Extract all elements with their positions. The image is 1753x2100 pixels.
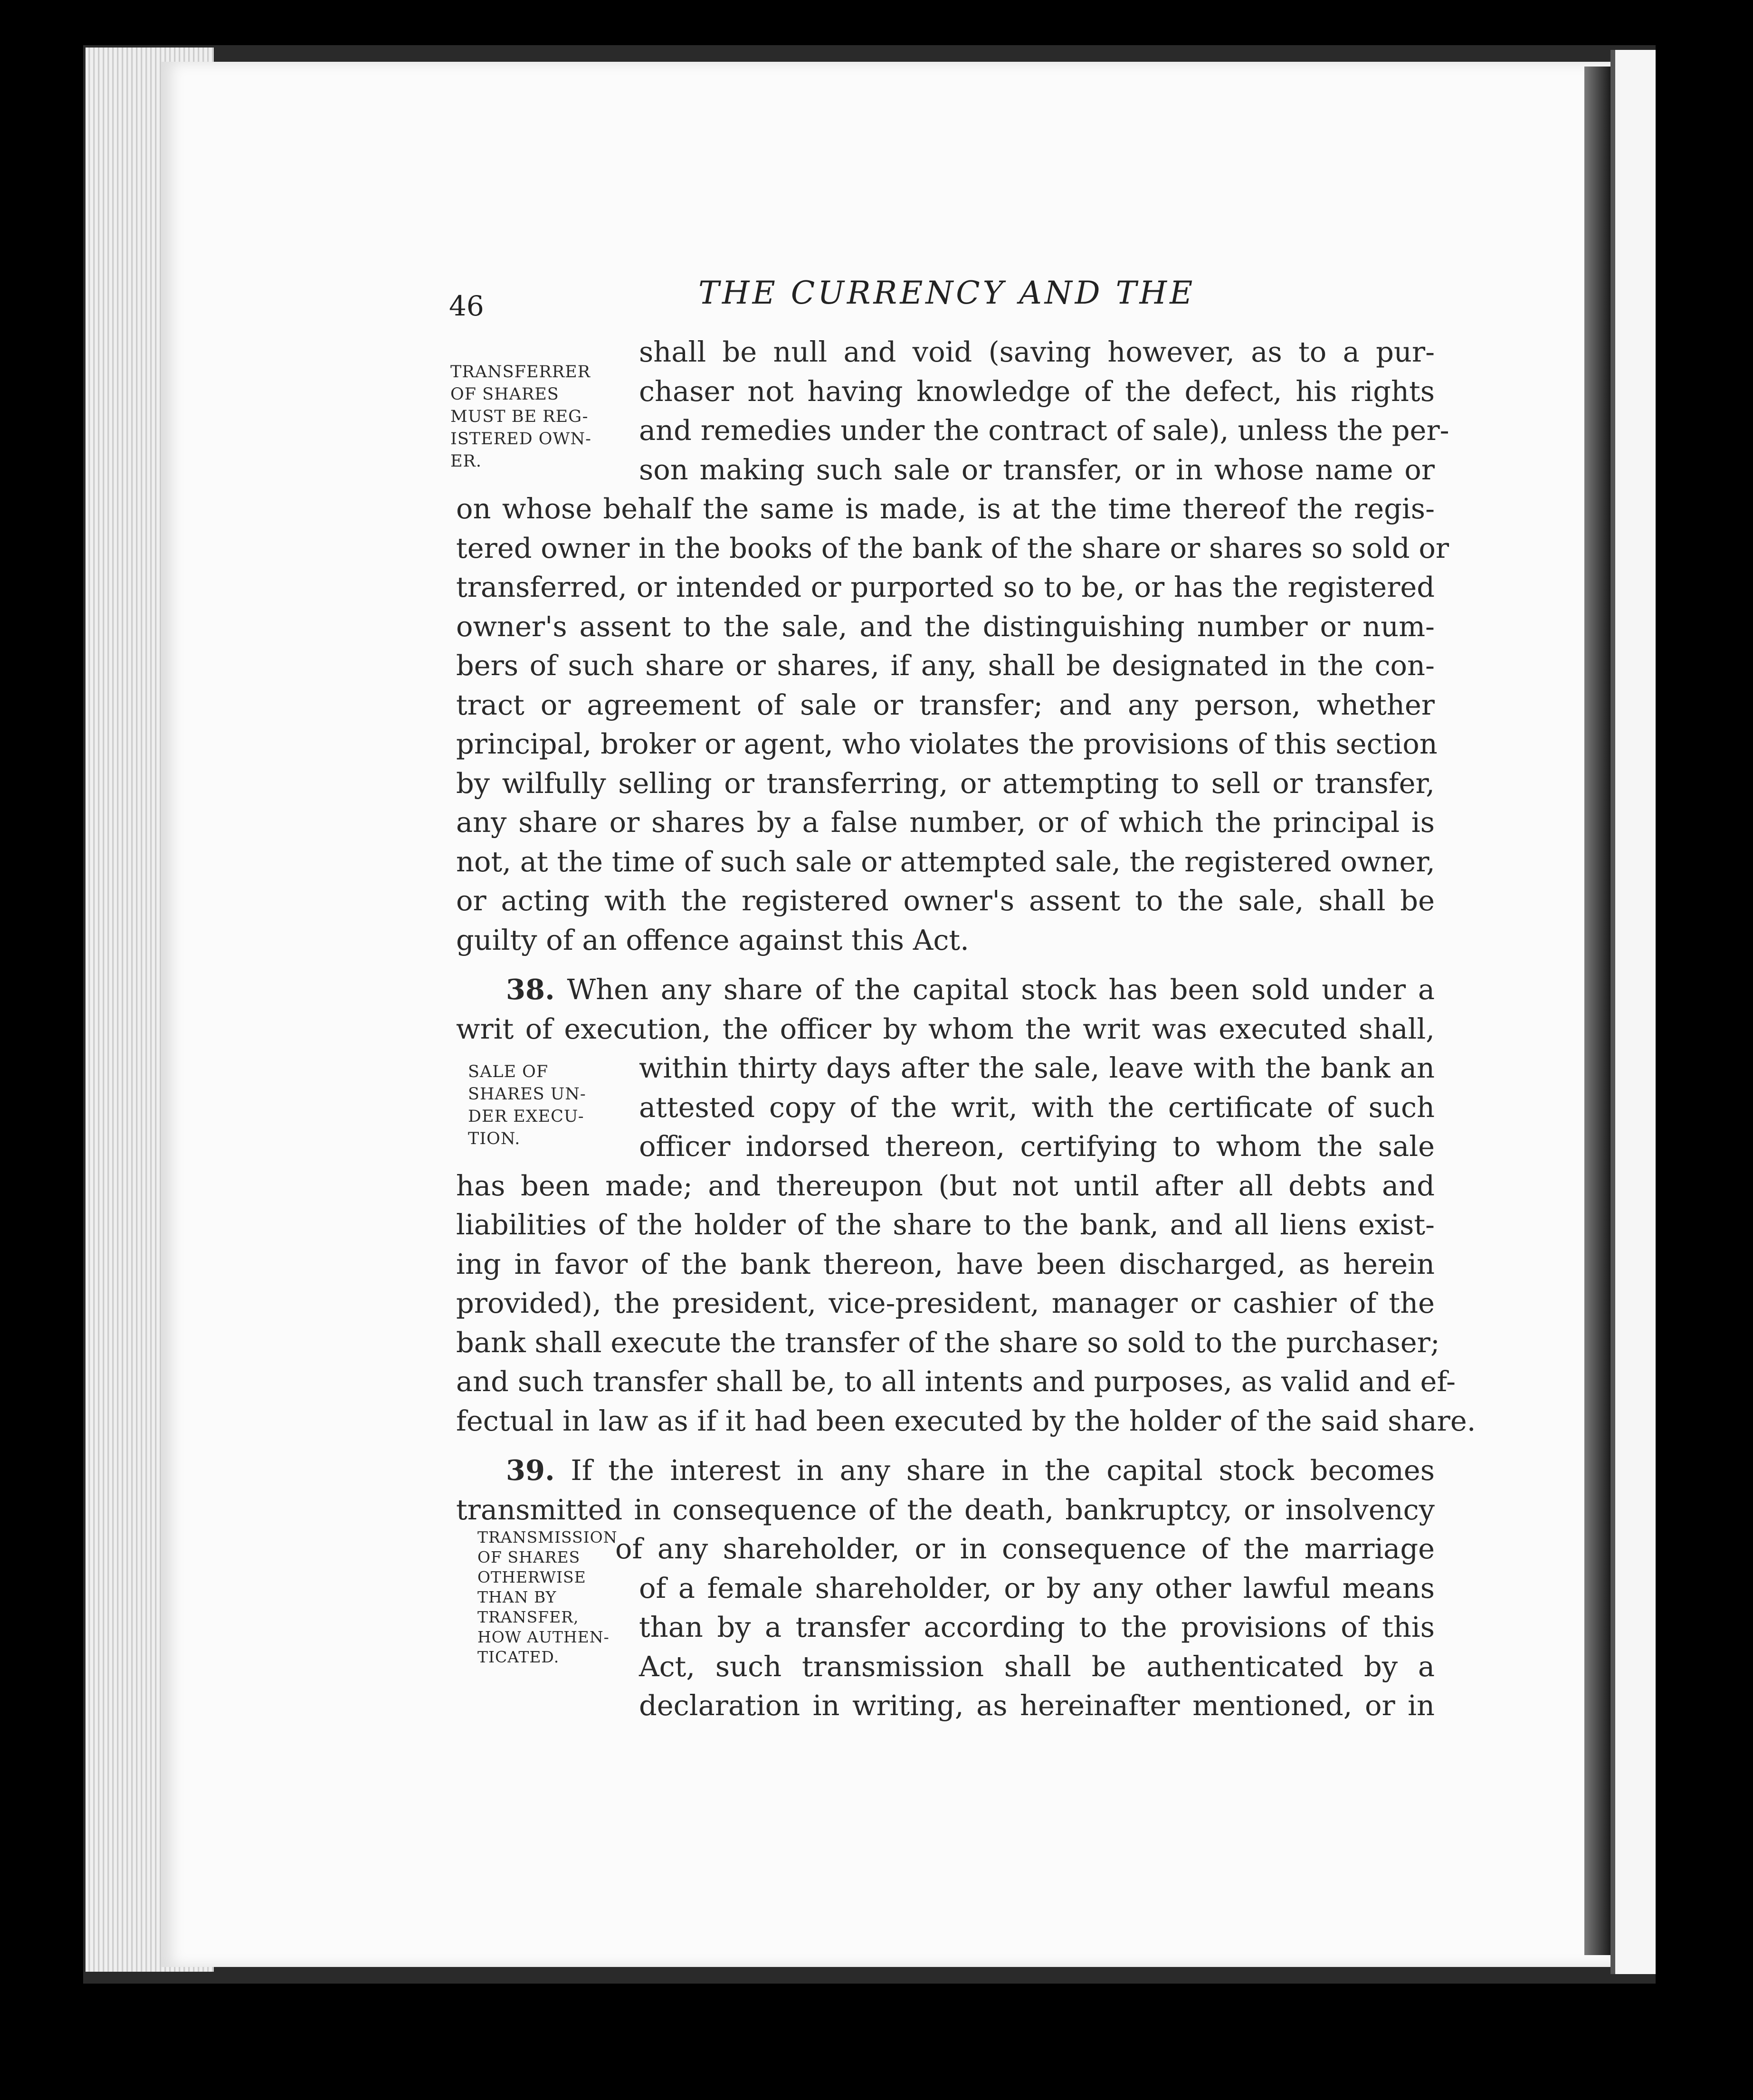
- text-line: has been made; and thereupon (but not until after all debts and: [456, 1169, 1435, 1202]
- paragraph-39: [456, 1451, 1435, 1726]
- text-line: and such transfer shall be, to all intents and purposes, as valid and ef-: [456, 1365, 1456, 1398]
- text-line: writ of execution, the officer by whom the writ was executed shall,: [456, 1012, 1435, 1045]
- sidenote-line: HOW AUTHEN-: [477, 1628, 610, 1646]
- text-line: Act, such transmission shall be authenticated by a: [639, 1650, 1435, 1683]
- text-line: transmitted in consequence of the death, bankruptcy, or insolvency: [456, 1493, 1435, 1526]
- page-number: 46: [449, 290, 484, 322]
- text-line: than by a transfer according to the provisions of this: [639, 1611, 1435, 1643]
- text-line: of a female shareholder, or by any other lawful means: [639, 1571, 1435, 1604]
- text-line: fectual in law as if it had been executed by the holder of the said share.: [456, 1404, 1476, 1437]
- text-span: When any share of the capital stock has been sold under a: [567, 973, 1435, 1006]
- sidenote-line: SHARES UN-: [468, 1085, 586, 1104]
- sidenote-line: ER.: [450, 452, 482, 471]
- text-line: [456, 970, 1435, 1010]
- text-line: tract or agreement of sale or transfer; and any person, whether: [456, 688, 1435, 721]
- text-line: principal, broker or agent, who violates the provisions of this section: [456, 727, 1438, 760]
- text-line: and remedies under the contract of sale), unless the per-: [639, 414, 1449, 447]
- section-number: 39.: [506, 1454, 555, 1487]
- sidenote-line: SALE OF: [468, 1062, 549, 1081]
- text-line: by wilfully selling or transferring, or attempting to sell or transfer,: [456, 766, 1435, 800]
- sidenote-line: MUST BE REG-: [450, 407, 589, 426]
- text-line: bers of such share or shares, if any, shall be designated in the con-: [456, 649, 1435, 682]
- paragraph-38: [456, 970, 1476, 1441]
- text-line: declaration in writing, as hereinafter mentioned, or in: [639, 1689, 1435, 1722]
- text-span: If the interest in any share in the capital stock becomes: [571, 1454, 1435, 1487]
- text-line: not, at the time of such sale or attempted sale, the registered owner,: [456, 845, 1435, 878]
- text-line: son making such sale or transfer, or in whose name or: [639, 453, 1435, 486]
- text-line: chaser not having knowledge of the defect, his rights: [639, 374, 1435, 408]
- sidenote-line: OTHERWISE: [477, 1568, 586, 1586]
- sidenote-line: ISTERED OWN-: [450, 430, 591, 449]
- text-line: tered owner in the books of the bank of the share or shares so sold or: [456, 531, 1449, 564]
- text-line: owner's assent to the sale, and the distinguishing number or num-: [456, 610, 1435, 643]
- text-line: attested copy of the writ, with the certificate of such: [639, 1090, 1435, 1124]
- sidenote-line: TRANSMISSION: [477, 1528, 618, 1546]
- paragraph-37-continued: [456, 333, 1449, 960]
- text-line: bank shall execute the transfer of the share so sold to the purchaser;: [456, 1326, 1440, 1359]
- text-line: or acting with the registered owner's assent to the sale, shall be: [456, 884, 1435, 917]
- sidenote-line: TICATED.: [477, 1648, 560, 1666]
- facing-page-shadow: [1610, 50, 1615, 1974]
- text-line: liabilities of the holder of the share to the bank, and all liens exist-: [456, 1208, 1435, 1241]
- text-line: on whose behalf the same is made, is at the time thereof the regis-: [456, 492, 1435, 525]
- text-line: transferred, or intended or purported so to be, or has the registered: [456, 571, 1435, 603]
- sidenote-line: TION.: [468, 1129, 521, 1148]
- sidenote-line: DER EXECU-: [468, 1107, 584, 1126]
- text-line: [456, 1451, 1435, 1490]
- text-line: officer indorsed thereon, certifying to whom the sale: [639, 1130, 1435, 1163]
- text-line: shall be null and void (saving however, as to a pur-: [639, 335, 1435, 368]
- sidenote-line: TRANSFER,: [477, 1608, 579, 1626]
- text-line: any share or shares by a false number, or of which the principal is: [456, 806, 1435, 839]
- sidenote-line: OF SHARES: [477, 1548, 581, 1566]
- text-line: within thirty days after the sale, leave with the bank an: [639, 1051, 1435, 1084]
- text-line: provided), the president, vice-president, manager or cashier of the: [456, 1287, 1435, 1319]
- book-gutter: [1584, 67, 1610, 1955]
- sidenote-line: OF SHARES: [450, 385, 559, 404]
- sidenote-line: TRANSFERRER: [450, 363, 591, 382]
- text-line: guilty of an offence against this Act.: [456, 923, 969, 956]
- text-line: ing in favor of the bank thereon, have been discharged, as herein: [456, 1247, 1435, 1280]
- sidenote-line: THAN BY: [477, 1588, 557, 1606]
- body-text: [456, 333, 1476, 1736]
- text-line: of any shareholder, or in consequence of the marriage: [615, 1532, 1435, 1565]
- running-title: THE CURRENCY AND THE: [698, 275, 1196, 311]
- facing-page-edge: [1610, 50, 1656, 1974]
- section-number: 38.: [506, 973, 555, 1006]
